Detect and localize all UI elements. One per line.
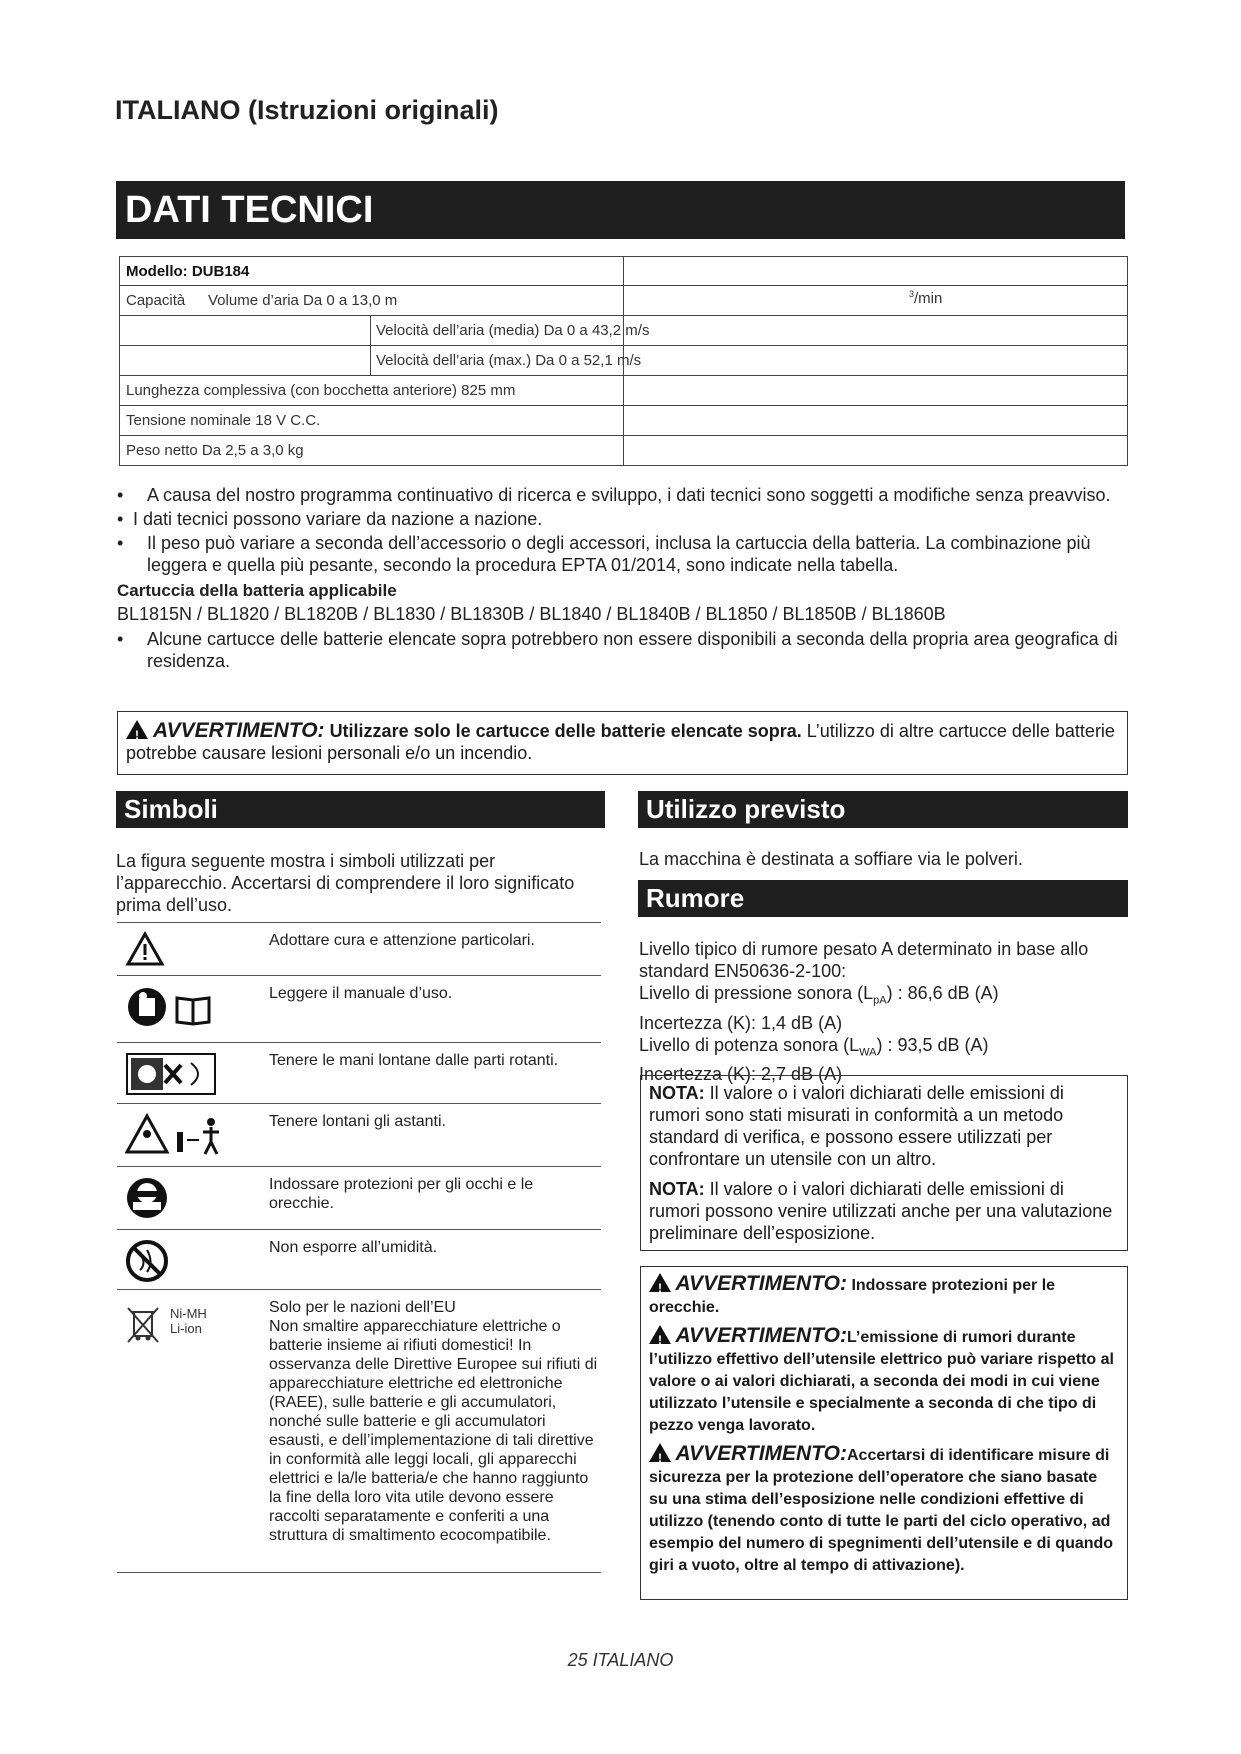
list-item: • I dati tecnici possono variare da nazione a nazione. [117, 509, 543, 529]
uncertainty-1: Incertezza (K): 1,4 dB (A) [639, 1012, 843, 1033]
air-speed-max: Velocità dell’aria (max.) Da 0 a 52,1 m/s [376, 352, 642, 369]
note-2: NOTA: Il valore o i valori dichiarati delle emissioni di rumori possono venire utilizzati anche per una valutazione preliminare dell’esposizione. [649, 1179, 1113, 1243]
sound-power: Livello di potenza sonora $(L_{WA})$ : 93,5 dB (A) [639, 1034, 989, 1059]
noise-heading: Rumore [638, 880, 1128, 917]
table-row [117, 1042, 601, 1103]
warning-text: L’utilizzo di altre cartucce delle batterie potrebbe causare lesioni personali e/o un incendio. [126, 721, 1115, 763]
table-row [117, 975, 601, 1042]
warning-bold: Utilizzare solo le cartucce delle batterie elencate sopra. [329, 721, 802, 741]
caution-icon [125, 931, 165, 972]
net-weight: Peso netto Da 2,5 a 3,0 kg [126, 442, 304, 459]
bystanders-icon [125, 1112, 225, 1163]
warning-icon [649, 1273, 671, 1292]
air-volume-unit: $^3$/min [909, 289, 943, 307]
rated-voltage: Tensione nominale 18 V C.C. [126, 412, 321, 429]
specs-table [119, 256, 1128, 466]
uncertainty-2: Incertezza (K): 2,7 dB (A) [639, 1064, 843, 1085]
intended-use-text: La macchina è destinata a soffiare via le polveri. [639, 849, 1023, 869]
intended-use-heading: Utilizzo previsto [638, 791, 1128, 828]
air-volume: Volume d’aria Da 0 a 13,0 m [208, 292, 398, 309]
eye-ear-protection-icon [125, 1175, 169, 1226]
list-item: • Il peso può variare a seconda dell’accessorio o degli accessori, inclusa la cartuccia della batteria. La combinazione più leggera e quella più pesante, secondo la procedura EPTA 01/2014, sono indicate nella tabella. [117, 533, 1091, 575]
table-row [117, 1166, 601, 1229]
specs-row-model [119, 256, 1128, 286]
warning-icon [126, 720, 148, 739]
warning-icon [649, 1325, 671, 1344]
specs-row-voltage [119, 406, 1128, 436]
sound-pressure: Livello di pressione sonora $(L_{pA})$ : 86,6 dB (A) [639, 983, 999, 1007]
table-row [117, 1229, 601, 1289]
symbols-intro: La figura seguente mostra i simboli utilizzati per l’apparecchio. Accertarsi di comprendere il loro significato prima dell’uso. [116, 851, 575, 915]
warning-icon [649, 1443, 671, 1462]
table-row [117, 1289, 601, 1573]
table-row [117, 922, 601, 975]
page-footer: 25 ITALIANO [567, 1650, 674, 1670]
specs-row-length [119, 376, 1128, 406]
weee-text: Solo per le nazioni dell’EU Non smaltire apparecchiature elettriche o batterie insieme ai rifiuti domestici! In osservanza delle Direttive Europee sui rifiuti di apparecchiature elettriche ed elettroniche (RAEE), sulle batterie e gli accumulatori, nonché sulle batterie e gli accumulatori esausti, e dell’implementazione di tali direttive in conformità alle leggi locali, gli apparecchi elettrici e la/le batteria/e che hanno raggiunto la fine della loro vita utile devono essere raccolti separatamente e conferiti a una struttura di smaltimento ecocompatibile. [269, 1299, 598, 1544]
noise-intro: Livello tipico di rumore pesato A determinato in base allo standard EN50636-2-100: [639, 939, 1089, 981]
specs-row-weight [119, 436, 1128, 466]
table-row [117, 1103, 601, 1166]
list-item: • Alcune cartucce delle batterie elencate sopra potrebbero non essere disponibili a seconda della propria area geografica di residenza. [117, 629, 1118, 671]
overall-length: Lunghezza complessiva (con bocchetta anteriore) 825 mm [126, 382, 516, 399]
weee-bin-icon [125, 1304, 161, 1349]
note-1: NOTA: Il valore o i valori dichiarati delle emissioni di rumori sono stati misurati in conformità a un metodo standard di verifica, e possono essere utilizzati per confrontare un utensile con un altro. [649, 1083, 1064, 1169]
symbol-text: Tenere le mani lontane dalle parti rotanti. [269, 1052, 559, 1069]
battery-list: BL1815N / BL1820 / BL1820B / BL1830 / BL1830B / BL1840 / BL1840B / BL1850 / BL1850B / BL1860B [117, 604, 946, 624]
language-title: ITALIANO (Istruzioni originali) [115, 95, 499, 125]
battery-warning-box [117, 711, 1128, 775]
specs-heading: DATI TECNICI [116, 181, 1125, 239]
air-speed-avg: Velocità dell’aria (media) Da 0 a 43,2 m/s [376, 322, 650, 339]
model-label: Modello: DUB184 [126, 263, 250, 280]
read-manual-icon [125, 984, 225, 1035]
symbols-table [117, 922, 601, 1573]
specs-row-air-speed-max [119, 346, 1128, 376]
battery-types: Ni-MH Li-ion [170, 1306, 207, 1336]
noise-warning-1: ! AVVERTIMENTO: Indossare protezioni per le orecchie. [649, 1273, 1119, 1319]
specs-row-air-speed-avg [119, 316, 1128, 346]
symbol-text: Non esporre all’umidità. [269, 1239, 438, 1256]
battery-heading: Cartuccia della batteria applicabile [117, 581, 397, 600]
symbol-text: Adottare cura e attenzione particolari. [269, 932, 535, 949]
noise-warning-3: ! AVVERTIMENTO:Accertarsi di identificare misure di sicurezza per la protezione dell’operatore che siano basate su una stima dell’esposizione nelle condizioni effettive di utilizzo (tenendo conto di tutte le parti del ciclo operativo, ad esempio del numero di spegnimenti dell’utensile e di quando giri a vuoto, oltre al tempo di attivazione). [649, 1443, 1119, 1577]
symbols-heading: Simboli [116, 791, 605, 828]
noise-warning-2: ! AVVERTIMENTO:L’emissione di rumori durante l’utilizzo effettivo dell’utensile elettrico può variare rispetto al valore o ai valori dichiarati, a seconda dei modi in cui viene utilizzato l’utensile e specialmente a seconda di che tipo di pezzo venga lavorato. [649, 1325, 1119, 1437]
no-moisture-icon [125, 1238, 169, 1289]
symbol-text: Leggere il manuale d’uso. [269, 985, 453, 1002]
spec-notes [117, 484, 1127, 674]
capacity-label: Capacità [126, 292, 186, 309]
symbol-text: Tenere lontani gli astanti. [269, 1113, 446, 1130]
noise-warnings-box [640, 1266, 1128, 1600]
noise-notes-box [640, 1075, 1128, 1251]
noise-values [639, 938, 1127, 1085]
specs-row-capacity [119, 286, 1128, 316]
rotating-parts-icon [125, 1051, 217, 1102]
symbol-text: Indossare protezioni per gli occhi e le orecchie. [269, 1176, 534, 1212]
warning-title: AVVERTIMENTO: [153, 719, 325, 742]
list-item: • A causa del nostro programma continuativo di ricerca e sviluppo, i dati tecnici sono soggetti a modifiche senza preavviso. [117, 485, 1111, 505]
